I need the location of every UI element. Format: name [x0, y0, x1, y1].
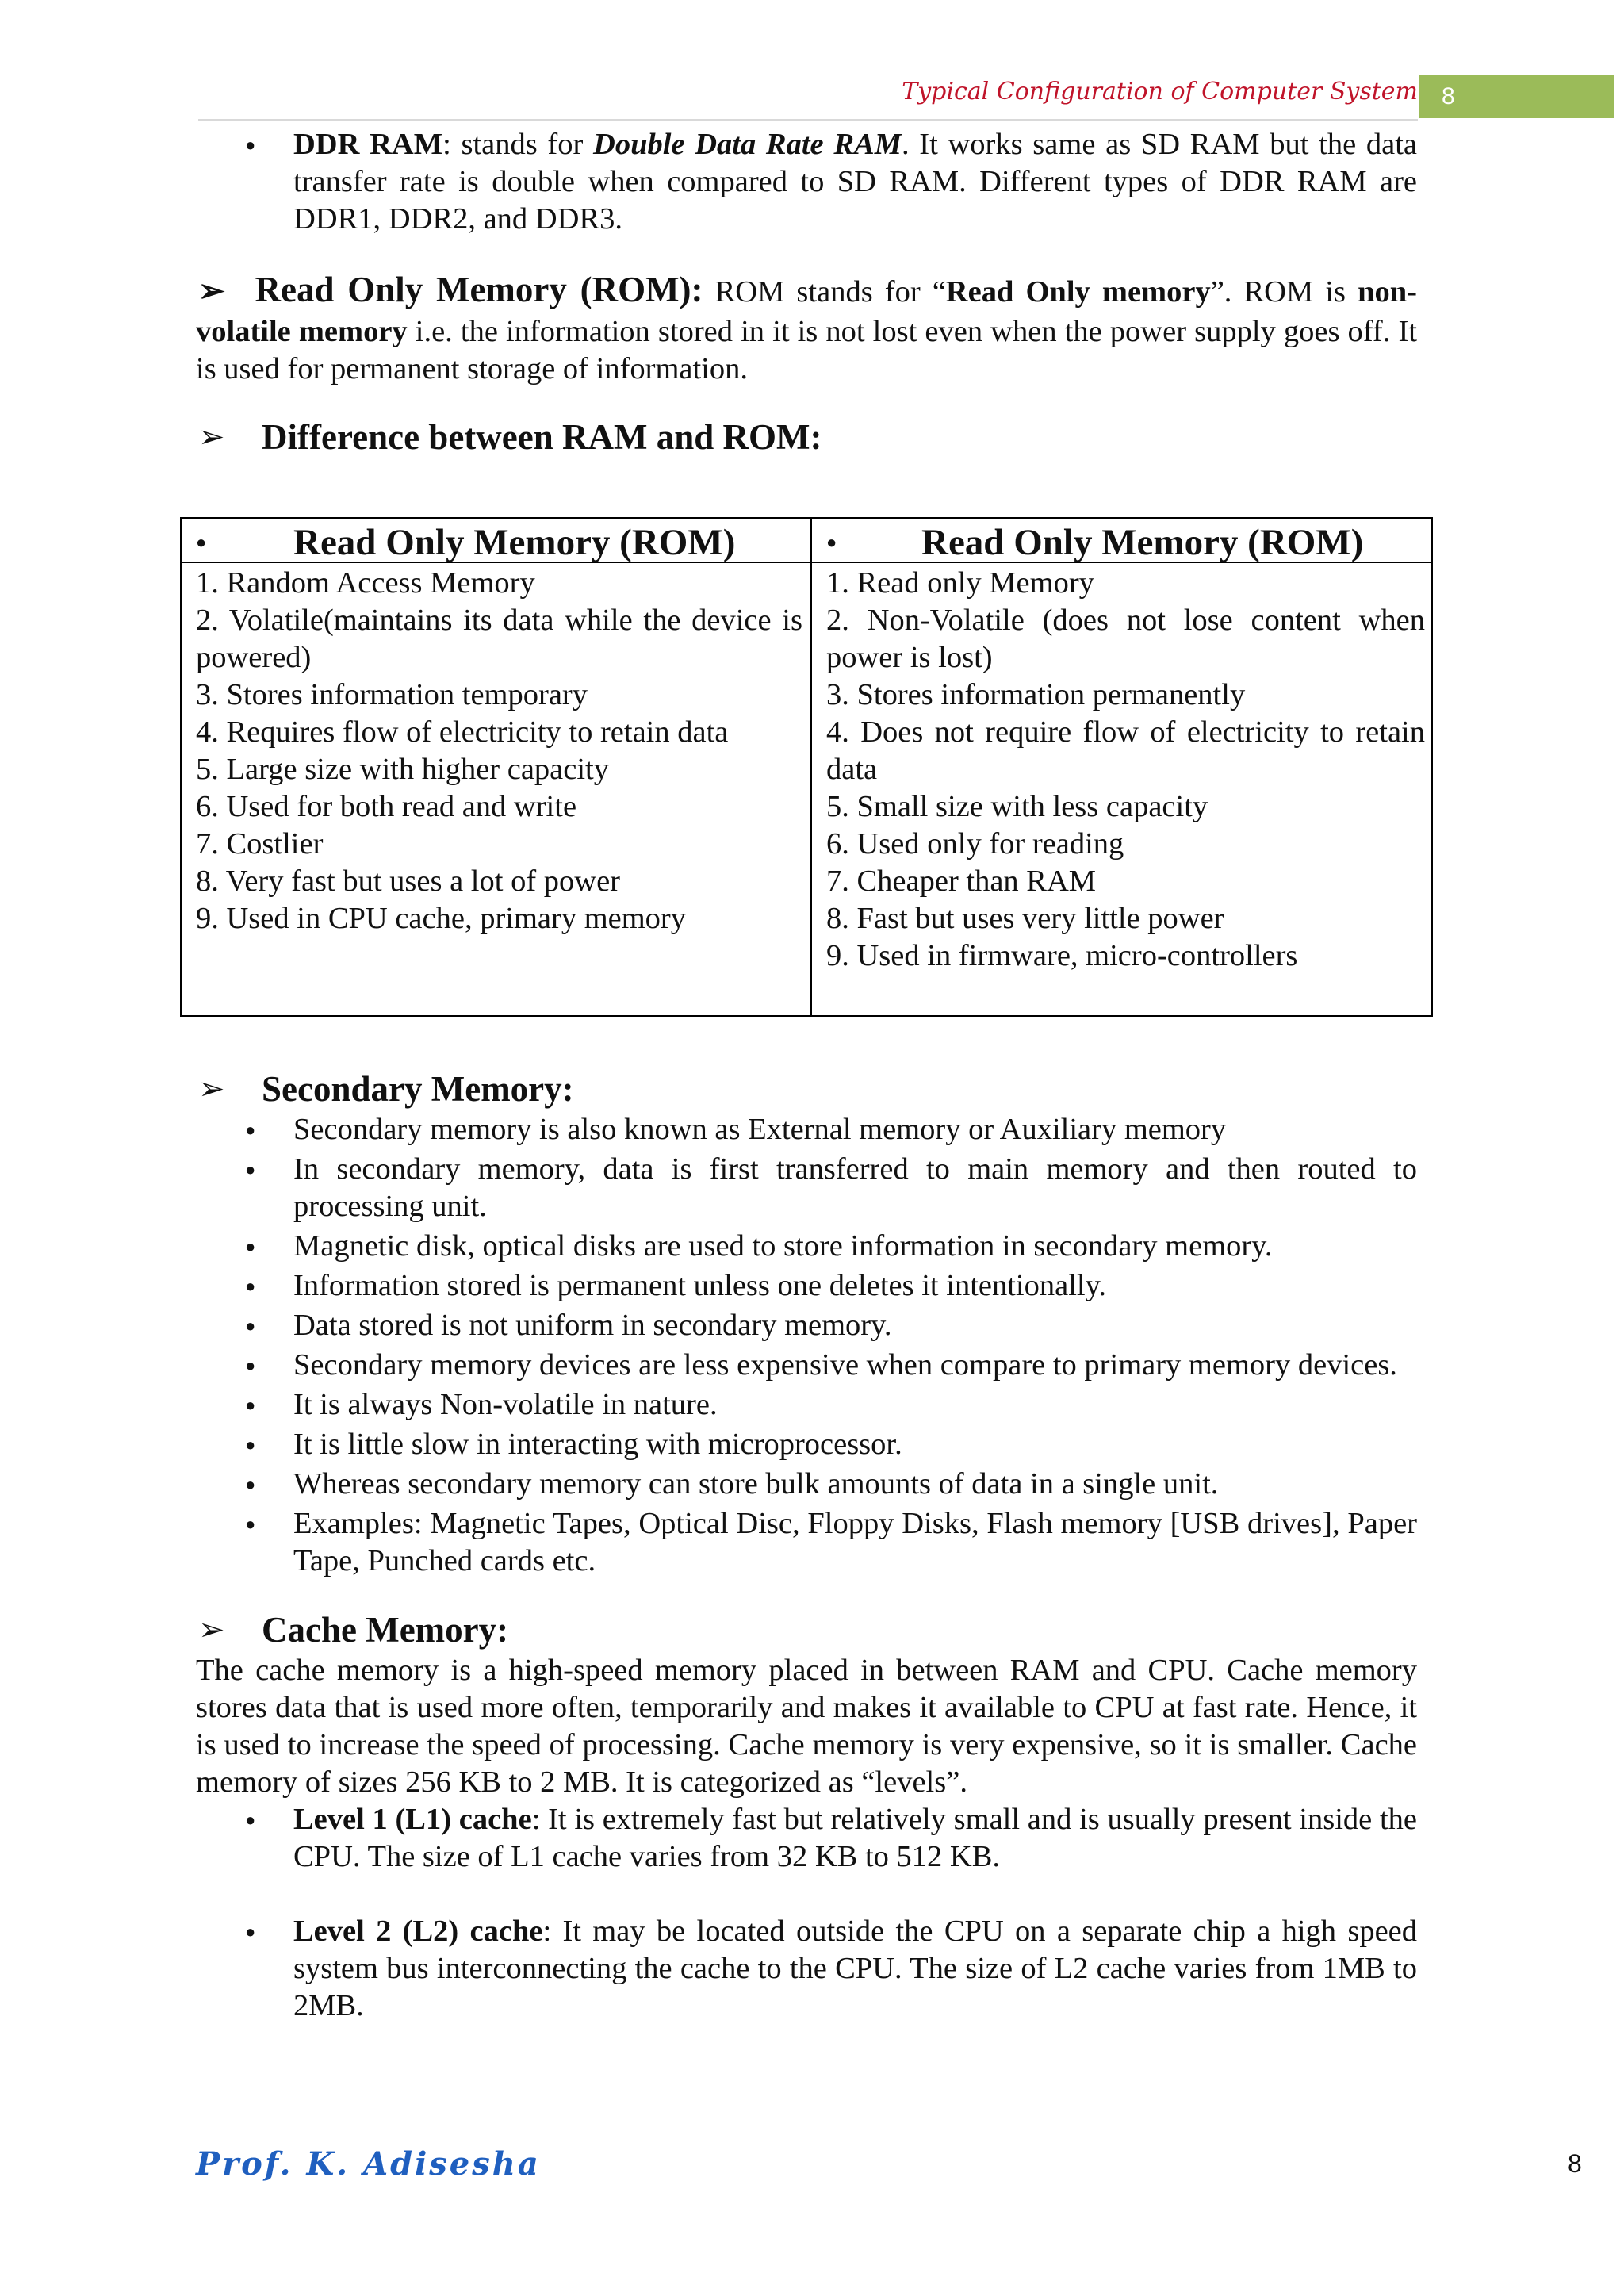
table-left-cells	[196, 562, 802, 937]
secondary-list-item: ● Examples: Magnetic Tapes, Optical Disc, Floppy Disks, Flash memory [USB drives], Paper Tape, Punched cards etc.	[196, 1505, 1417, 1580]
l2-term: Level 2 (L2) cache	[293, 1915, 543, 1948]
rom-text-1: ROM stands for “	[703, 275, 946, 309]
table-cell: 3. Stores information permanently	[826, 678, 1246, 711]
arrow-icon: ➢	[198, 273, 225, 309]
page-content	[196, 123, 1417, 459]
table-cell: 6. Used for both read and write	[196, 790, 577, 823]
table-right-header: ● Read Only Memory (ROM)	[826, 519, 1425, 562]
table-cell: 5. Small size with less capacity	[826, 790, 1208, 823]
table-cell: 8. Very fast but uses a lot of power	[196, 864, 620, 898]
ddr-expansion: Double Data Rate RAM	[593, 128, 902, 161]
rom-paragraph	[196, 267, 1417, 388]
table-cell: 2. Volatile(maintains its data while the device is powered)	[196, 604, 802, 674]
difference-heading-wrap	[196, 415, 1417, 459]
table-cell: 4. Requires flow of electricity to retain data	[196, 715, 729, 749]
rom-bold-2: non-volatile memory	[196, 275, 1417, 348]
cache-level-2	[196, 1913, 1417, 2025]
table-cell: 5. Large size with higher capacity	[196, 753, 609, 786]
table-cell: 9. Used in firmware, micro-controllers	[826, 939, 1298, 972]
secondary-list-item: ● Secondary memory devices are less expensive when compare to primary memory devices.	[196, 1347, 1417, 1384]
rom-heading: Read Only Memory (ROM):	[255, 270, 703, 309]
table-cell: 4. Does not require flow of electricity to retain data	[826, 715, 1425, 786]
secondary-list-item: ● It is little slow in interacting with microprocessor.	[196, 1426, 1417, 1463]
header-rule	[198, 119, 1418, 121]
secondary-list-item: ● Information stored is permanent unless one deletes it intentionally.	[196, 1267, 1417, 1305]
cache-heading: Cache Memory:	[262, 1610, 509, 1650]
table-cell: 9. Used in CPU cache, primary memory	[196, 902, 686, 935]
ddr-list	[196, 126, 1417, 238]
table-cell: 1. Read only Memory	[826, 566, 1094, 600]
arrow-icon: ➢	[198, 1612, 225, 1647]
rom-bold-1: Read Only memory	[945, 275, 1211, 309]
rom-text-3: i.e. the information stored in it is not lost even when the power supply goes off. It is used for permanent storage of information.	[196, 315, 1417, 385]
table-cell: 8. Fast but uses very little power	[826, 902, 1224, 935]
footer-page-number: 8	[1568, 2149, 1582, 2178]
running-header-title: Typical Configuration of Computer System	[902, 78, 1418, 105]
table-cell: 6. Used only for reading	[826, 827, 1124, 861]
table-left-header: ● Read Only Memory (ROM)	[196, 519, 802, 562]
table-cell: 3. Stores information temporary	[196, 678, 588, 711]
table-cell: 2. Non-Volatile (does not lose content when power is lost)	[826, 604, 1425, 674]
l2-text: : It may be located outside the CPU on a separate chip a high speed system bus interconnecting the cache to the CPU. The size of L2 cache varies from 1MB to 2MB.	[293, 1915, 1417, 2022]
table-cell: 7. Costlier	[196, 827, 324, 861]
secondary-list-item: ● Secondary memory is also known as External memory or Auxiliary memory	[196, 1111, 1417, 1148]
cache-paragraph: The cache memory is a high-speed memory placed in between RAM and CPU. Cache memory stores data that is used more often, temporarily and makes it available to CPU at fast rate. Hence, it is used to increase the speed of processing. Cache memory is very expensive, so it is smaller. Cache memory of sizes 256 KB to 2 MB. It is categorized as “levels”.	[196, 1654, 1417, 1799]
secondary-list-item: ● In secondary memory, data is first transferred to main memory and then routed to processing unit.	[196, 1151, 1417, 1225]
table-left-column	[196, 519, 802, 937]
l1-term: Level 1 (L1) cache	[293, 1803, 532, 1836]
table-right-column	[826, 519, 1425, 975]
footer-author: Prof. K. Adisesha	[196, 2145, 541, 2183]
table-right-cells	[826, 562, 1425, 975]
secondary-list-item: ● Data stored is not uniform in secondary memory.	[196, 1307, 1417, 1344]
arrow-icon: ➢	[198, 1071, 225, 1106]
ddr-pre: : stands for	[442, 128, 594, 161]
cache-level-1	[196, 1801, 1417, 1876]
ddr-post: . It works same as SD RAM but the data transfer rate is double when compared to SD RAM. Different types of DDR RAM are DDR1, DDR2, and DDR3.	[293, 128, 1417, 236]
table-divider	[810, 519, 812, 1015]
ddr-item	[196, 126, 1417, 238]
cache-levels-list	[196, 1801, 1417, 2025]
table-cell: 1. Random Access Memory	[196, 566, 535, 600]
ddr-term: DDR RAM	[293, 128, 443, 161]
secondary-list-item: ● It is always Non-volatile in nature.	[196, 1386, 1417, 1424]
secondary-heading: Secondary Memory:	[262, 1069, 574, 1109]
header-page-number: 8	[1419, 75, 1614, 118]
cache-heading-wrap	[196, 1608, 1417, 1652]
ram-rom-table	[180, 517, 1433, 1017]
secondary-list-item: ● Whereas secondary memory can store bulk amounts of data in a single unit.	[196, 1466, 1417, 1503]
rom-heading-wrap	[196, 270, 703, 309]
secondary-list	[196, 1111, 1417, 1580]
page-content-lower	[196, 1067, 1417, 2027]
secondary-list-item: ● Magnetic disk, optical disks are used to store information in secondary memory.	[196, 1228, 1417, 1265]
table-cell: 7. Cheaper than RAM	[826, 864, 1097, 898]
difference-heading: Difference between RAM and ROM:	[262, 417, 822, 457]
rom-text-2: ”. ROM is	[1210, 275, 1358, 309]
l1-text: : It is extremely fast but relatively small and is usually present inside the CPU. The size of L1 cache varies from 32 KB to 512 KB.	[293, 1803, 1417, 1873]
arrow-icon: ➢	[198, 419, 225, 454]
secondary-heading-wrap	[196, 1067, 1417, 1111]
